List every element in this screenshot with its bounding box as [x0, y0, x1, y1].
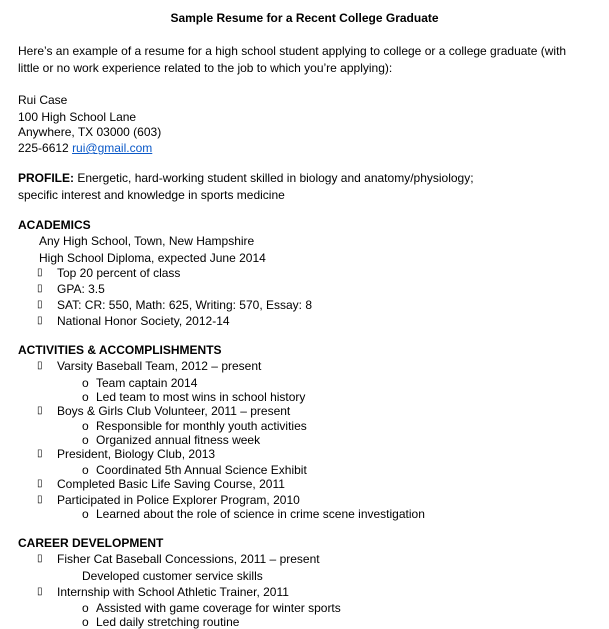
academics-diploma: High School Diploma, expected June 2014: [39, 251, 266, 265]
intro-line-2: little or no work experience related to the job to which you’re applying):: [18, 61, 393, 75]
bullet-icon: ▯: [37, 283, 43, 294]
contact-address-1: 100 High School Lane: [18, 110, 137, 124]
activities-subitem: Coordinated 5th Annual Science Exhibit: [96, 463, 307, 477]
bullet-icon: ▯: [37, 478, 43, 489]
sub-bullet-icon: o: [82, 601, 89, 615]
bullet-icon: ▯: [37, 553, 43, 564]
sub-bullet-icon: o: [82, 390, 89, 404]
academics-heading: ACADEMICS: [18, 218, 91, 232]
sub-bullet-icon: o: [82, 463, 89, 477]
bullet-icon: ▯: [37, 405, 43, 416]
activities-item: Completed Basic Life Saving Course, 2011: [57, 477, 285, 491]
career-note: Developed customer service skills: [82, 569, 263, 583]
bullet-icon: ▯: [37, 299, 43, 310]
email-link[interactable]: rui@gmail.com: [72, 141, 153, 155]
activities-subitem: Organized annual fitness week: [96, 433, 261, 447]
profile-line-1: [18, 171, 474, 185]
contact-address-2: Anywhere, TX 03000 (603): [18, 125, 162, 139]
activities-heading: ACTIVITIES & ACCOMPLISHMENTS: [18, 343, 222, 357]
profile-label: PROFILE:: [18, 171, 74, 185]
bullet-icon: ▯: [37, 494, 43, 505]
activities-subitem: Team captain 2014: [96, 376, 198, 390]
academics-school: Any High School, Town, New Hampshire: [39, 234, 255, 248]
career-subitem: Assisted with game coverage for winter sports: [96, 601, 341, 615]
intro-line-1: Here’s an example of a resume for a high school student applying to college or a college graduate (with: [18, 44, 567, 58]
career-item: Internship with School Athletic Trainer, 2011: [57, 585, 289, 599]
activities-item: Boys & Girls Club Volunteer, 2011 – present: [57, 404, 291, 418]
profile-line-2: specific interest and knowledge in sports medicine: [18, 188, 285, 202]
bullet-icon: ▯: [37, 267, 43, 278]
profile-text-1: Energetic, hard-working student skilled in biology and anatomy/physiology;: [74, 171, 474, 185]
academics-item: SAT: CR: 550, Math: 625, Writing: 570, Essay: 8: [57, 298, 313, 312]
activities-item: Participated in Police Explorer Program, 2010: [57, 493, 300, 507]
contact-phone-line: [18, 141, 152, 155]
contact-name: Rui Case: [18, 93, 68, 107]
academics-item: National Honor Society, 2012-14: [57, 314, 230, 328]
page-title: Sample Resume for a Recent College Graduate: [170, 11, 439, 25]
activities-item: President, Biology Club, 2013: [57, 447, 216, 461]
sub-bullet-icon: o: [82, 507, 89, 521]
activities-item: Varsity Baseball Team, 2012 – present: [57, 359, 262, 373]
activities-subitem: Responsible for monthly youth activities: [96, 419, 307, 433]
contact-phone: 225-6612: [18, 141, 69, 155]
sub-bullet-icon: o: [82, 419, 89, 433]
academics-item: Top 20 percent of class: [57, 266, 181, 280]
sub-bullet-icon: o: [82, 376, 89, 390]
activities-subitem: Learned about the role of science in crime scene investigation: [96, 507, 425, 521]
sub-bullet-icon: o: [82, 615, 89, 629]
career-item: Fisher Cat Baseball Concessions, 2011 – present: [57, 552, 320, 566]
career-subitem: Led daily stretching routine: [96, 615, 240, 629]
bullet-icon: ▯: [37, 315, 43, 326]
bullet-icon: ▯: [37, 448, 43, 459]
academics-item: GPA: 3.5: [57, 282, 105, 296]
activities-subitem: Led team to most wins in school history: [96, 390, 306, 404]
career-heading: CAREER DEVELOPMENT: [18, 536, 164, 550]
sub-bullet-icon: o: [82, 433, 89, 447]
bullet-icon: ▯: [37, 586, 43, 597]
bullet-icon: ▯: [37, 360, 43, 371]
